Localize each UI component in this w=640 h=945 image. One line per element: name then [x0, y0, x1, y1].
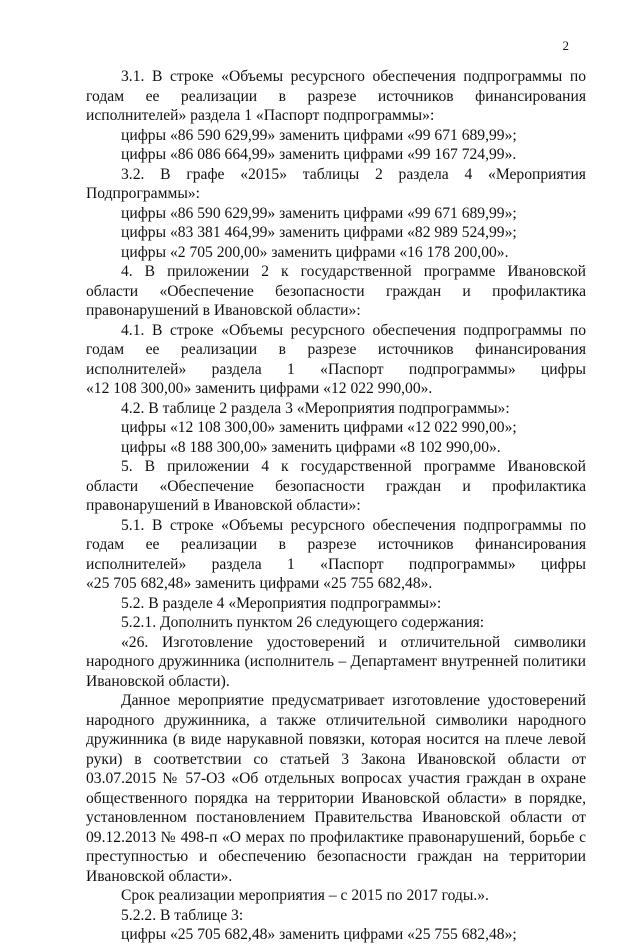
- text-line: общественного порядка на территории Ивановской области» в порядке,: [86, 789, 586, 807]
- text-line: годам ее реализации в разрезе источников финансирования: [86, 536, 586, 553]
- text-line: Срок реализации мероприятия – с 2015 по 2017 годы.».: [121, 887, 489, 904]
- text-line: 03.07.2015 № 57-ОЗ «Об отдельных вопросах участия граждан в охране: [86, 770, 586, 787]
- text-line: 5.2. В разделе 4 «Мероприятия подпрограммы»:: [121, 594, 442, 612]
- text-line: Подпрограммы»:: [86, 185, 200, 202]
- text-line: 5.2.1. Дополнить пунктом 26 следующего содержания:: [121, 614, 485, 631]
- text-line: правонарушений в Ивановской области»:: [86, 497, 361, 514]
- document-body: [86, 67, 586, 945]
- text-line: области «Обеспечение безопасности граждан и профилактика: [86, 282, 586, 300]
- text-line: «26. Изготовление удостоверений и отличительной символики: [121, 633, 586, 651]
- text-line: Ивановской области).: [86, 672, 230, 690]
- text-line: исполнителей» раздела 1 «Паспорт подпрограммы»:: [86, 107, 435, 124]
- text-line: народного дружинника, а также отличительной символики народного: [86, 711, 586, 729]
- text-line: исполнителей» раздела 1 «Паспорт подпрограммы» цифры: [86, 555, 586, 573]
- text-line: цифры «83 381 464,99» заменить цифрами «82 989 524,99»;: [121, 224, 517, 241]
- text-line: 4. В приложении 2 к государственной программе Ивановской: [121, 263, 586, 280]
- text-line: народного дружинника (исполнитель – Департамент внутренней политики: [86, 653, 586, 670]
- text-line: годам ее реализации в разрезе источников финансирования: [86, 87, 586, 105]
- text-line: 09.12.2013 № 498-п «О мерах по профилактике правонарушений, борьбе с: [86, 828, 586, 846]
- text-line: «12 108 300,00» заменить цифрами «12 022 990,00».: [86, 380, 433, 397]
- text-line: цифры «25 705 682,48» заменить цифрами «25 755 682,48»;: [121, 926, 517, 943]
- text-line: цифры «2 705 200,00» заменить цифрами «16 178 200,00».: [121, 243, 509, 261]
- text-line: цифры «86 590 629,99» заменить цифрами «99 671 689,99»;: [121, 204, 517, 222]
- text-line: области «Обеспечение безопасности граждан и профилактика: [86, 477, 586, 495]
- text-line: преступностью и обеспечению безопасности граждан на территории: [86, 848, 586, 865]
- text-line: Ивановской области».: [86, 867, 233, 885]
- text-line: дружинника (в виде нарукавной повязки, которая носится на плече левой: [86, 731, 586, 748]
- text-line: руки) в соответствии со статьей 3 Закона Ивановской области от: [86, 750, 586, 768]
- text-line: цифры «86 590 629,99» заменить цифрами «99 671 689,99»;: [121, 126, 517, 144]
- text-line: 4.1. В строке «Объемы ресурсного обеспечения подпрограммы по: [121, 321, 586, 339]
- text-line: 5. В приложении 4 к государственной программе Ивановской: [121, 458, 586, 475]
- text-line: «25 705 682,48» заменить цифрами «25 755 682,48».: [86, 575, 433, 592]
- text-line: цифры «86 086 664,99» заменить цифрами «99 167 724,99».: [121, 146, 517, 163]
- text-line: 5.2.2. В таблице 3:: [121, 906, 244, 924]
- text-line: годам ее реализации в разрезе источников финансирования: [86, 341, 586, 358]
- text-line: установленном постановлением Правительства Ивановской области от: [86, 809, 586, 826]
- text-line: 3.2. В графе «2015» таблицы 2 раздела 4 «Мероприятия: [121, 165, 586, 183]
- text-line: цифры «12 108 300,00» заменить цифрами «12 022 990,00»;: [121, 419, 517, 436]
- text-line: правонарушений в Ивановской области»:: [86, 302, 361, 319]
- page-number: 2: [562, 38, 569, 53]
- text-line: 4.2. В таблице 2 раздела 3 «Мероприятия подпрограммы»:: [121, 399, 510, 417]
- text-line: 5.1. В строке «Объемы ресурсного обеспечения подпрограммы по: [121, 516, 586, 534]
- text-line: исполнителей» раздела 1 «Паспорт подпрограммы» цифры: [86, 360, 586, 378]
- text-line: 3.1. В строке «Объемы ресурсного обеспечения подпрограммы по: [121, 68, 586, 85]
- text-line: цифры «8 188 300,00» заменить цифрами «8 102 990,00».: [121, 438, 501, 456]
- text-line: Данное мероприятие предусматривает изготовление удостоверений: [121, 692, 586, 709]
